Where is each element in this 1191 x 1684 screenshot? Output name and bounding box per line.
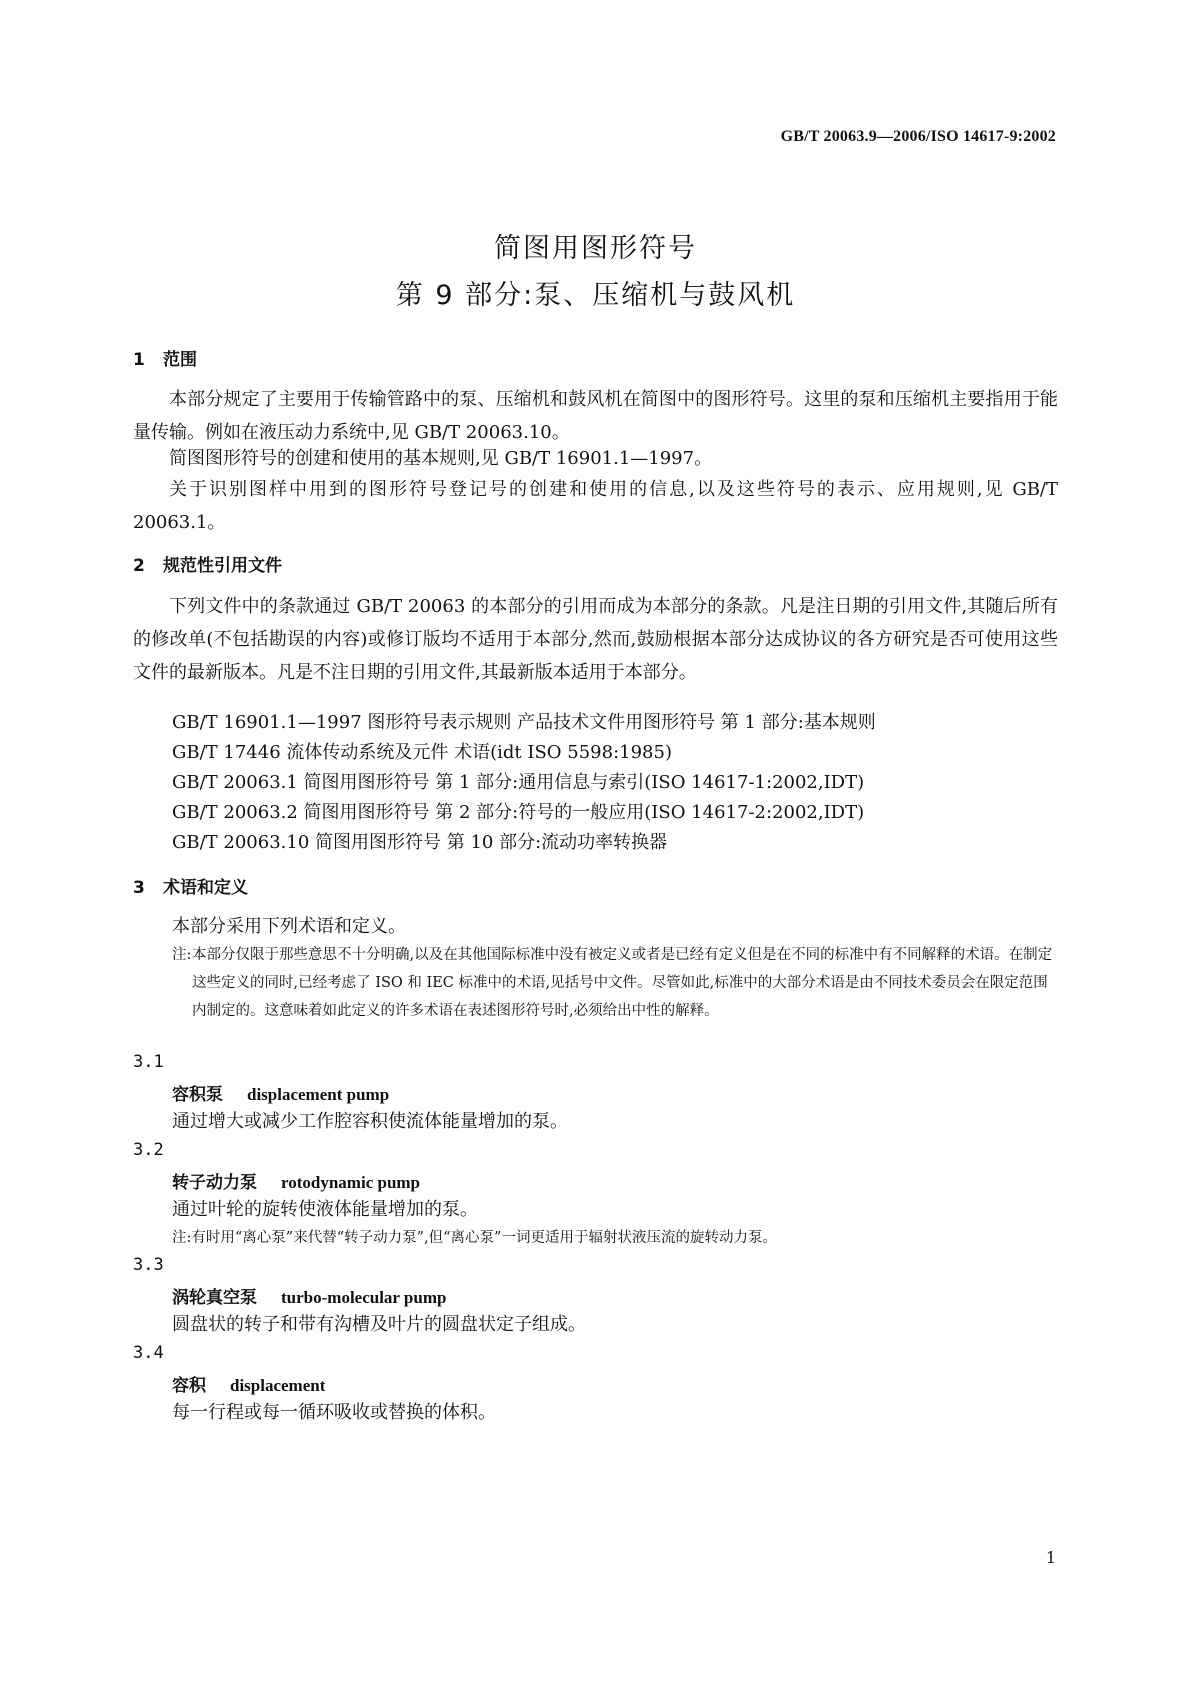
title-line-2: 第 9 部分:泵、压缩机与鼓风机 xyxy=(395,280,796,311)
term-entry xyxy=(172,1080,389,1105)
term-english: displacement xyxy=(230,1376,326,1395)
reference-item: GB/T 17446 流体传动系统及元件 术语(idt ISO 5598:1985) xyxy=(172,742,672,763)
term-note: 注:有时用“离心泵”来代替“转子动力泵”,但“离心泵”一词更适用于辐射状液压流的旋转动力泵。 xyxy=(172,1230,777,1246)
section-number: 1 xyxy=(133,350,145,370)
note-text: 本部分仅限于那些意思不十分明确,以及在其他国际标准中没有被定义或者是已经有定义但是在不同的标准中有不同解释的术语。在制定这些定义的同时,已经考虑了 ISO 和 IEC 标准中的术语,见括号中文件。尽管如此,标准中的大部分术语是由不同技术委员会在限定范围内制定的。这意味着如此定义的许多术语在表述图形符号时,必须给出中性的解释。 xyxy=(192,947,1053,1019)
term-definition: 通过增大或减少工作腔容积使流体能量增加的泵。 xyxy=(172,1111,568,1132)
standard-number: GB/T 20063.9—2006/ISO 14617-9:2002 xyxy=(780,128,1056,145)
section-3-intro: 本部分采用下列术语和定义。 xyxy=(172,916,406,937)
term-entry xyxy=(172,1371,325,1396)
note-label: 注: xyxy=(172,947,192,963)
section-title: 术语和定义 xyxy=(163,878,248,898)
reference-item: GB/T 20063.2 简图用图形符号 第 2 部分:符号的一般应用(ISO 14617-2:2002,IDT) xyxy=(172,802,865,823)
clause-number: 3.2 xyxy=(133,1140,164,1160)
section-title: 规范性引用文件 xyxy=(163,556,282,576)
clause-number: 3.4 xyxy=(133,1343,164,1363)
title-line-1: 简图用图形符号 xyxy=(494,233,697,264)
term-definition: 圆盘状的转子和带有沟槽及叶片的圆盘状定子组成。 xyxy=(172,1314,586,1335)
section-3-note xyxy=(172,941,1062,1025)
reference-item: GB/T 20063.1 简图用图形符号 第 1 部分:通用信息与索引(ISO 14617-1:2002,IDT) xyxy=(172,772,865,793)
section-number: 2 xyxy=(133,556,145,576)
term-entry xyxy=(172,1283,446,1308)
section-1-paragraph-1: 本部分规定了主要用于传输管路中的泵、压缩机和鼓风机在简图中的图形符号。这里的泵和压缩机主要指用于能量传输。例如在液压动力系统中,见 GB/T 20063.10。 xyxy=(133,389,1058,443)
section-1-paragraph-2: 简图图形符号的创建和使用的基本规则,见 GB/T 16901.1—1997。 xyxy=(169,448,713,469)
term-chinese: 转子动力泵 xyxy=(172,1173,257,1193)
term-chinese: 容积泵 xyxy=(172,1085,223,1105)
term-entry xyxy=(172,1168,420,1193)
reference-item: GB/T 20063.10 简图用图形符号 第 10 部分:流动功率转换器 xyxy=(172,832,668,853)
reference-item: GB/T 16901.1—1997 图形符号表示规则 产品技术文件用图形符号 第 1 部分:基本规则 xyxy=(172,712,876,733)
clause-number: 3.3 xyxy=(133,1255,164,1275)
term-chinese: 容积 xyxy=(172,1376,206,1396)
term-chinese: 涡轮真空泵 xyxy=(172,1288,257,1308)
term-definition: 每一行程或每一循环吸收或替换的体积。 xyxy=(172,1402,496,1423)
term-english: turbo-molecular pump xyxy=(281,1288,447,1307)
section-1-paragraph-3: 关于识别图样中用到的图形符号登记号的创建和使用的信息,以及这些符号的表示、应用规则,见 GB/T 20063.1。 xyxy=(133,479,1058,533)
section-3-heading xyxy=(133,873,1058,898)
section-2-paragraph-1: 下列文件中的条款通过 GB/T 20063 的本部分的引用而成为本部分的条款。凡是注日期的引用文件,其随后所有的修改单(不包括勘误的内容)或修订版均不适用于本部分,然而,鼓励根据本部分达成协议的各方研究是否可使用这些文件的最新版本。凡是不注日期的引用文件,其最新版本适用于本部分。 xyxy=(133,596,1058,683)
section-2-heading xyxy=(133,551,1058,576)
term-english: displacement pump xyxy=(247,1085,390,1104)
section-1-heading xyxy=(133,345,1058,370)
page-number: 1 xyxy=(1045,1548,1056,1567)
section-title: 范围 xyxy=(163,350,197,370)
clause-number: 3.1 xyxy=(133,1052,164,1072)
term-definition: 通过叶轮的旋转使液体能量增加的泵。 xyxy=(172,1199,478,1220)
term-english: rotodynamic pump xyxy=(281,1173,421,1192)
section-number: 3 xyxy=(133,878,145,898)
